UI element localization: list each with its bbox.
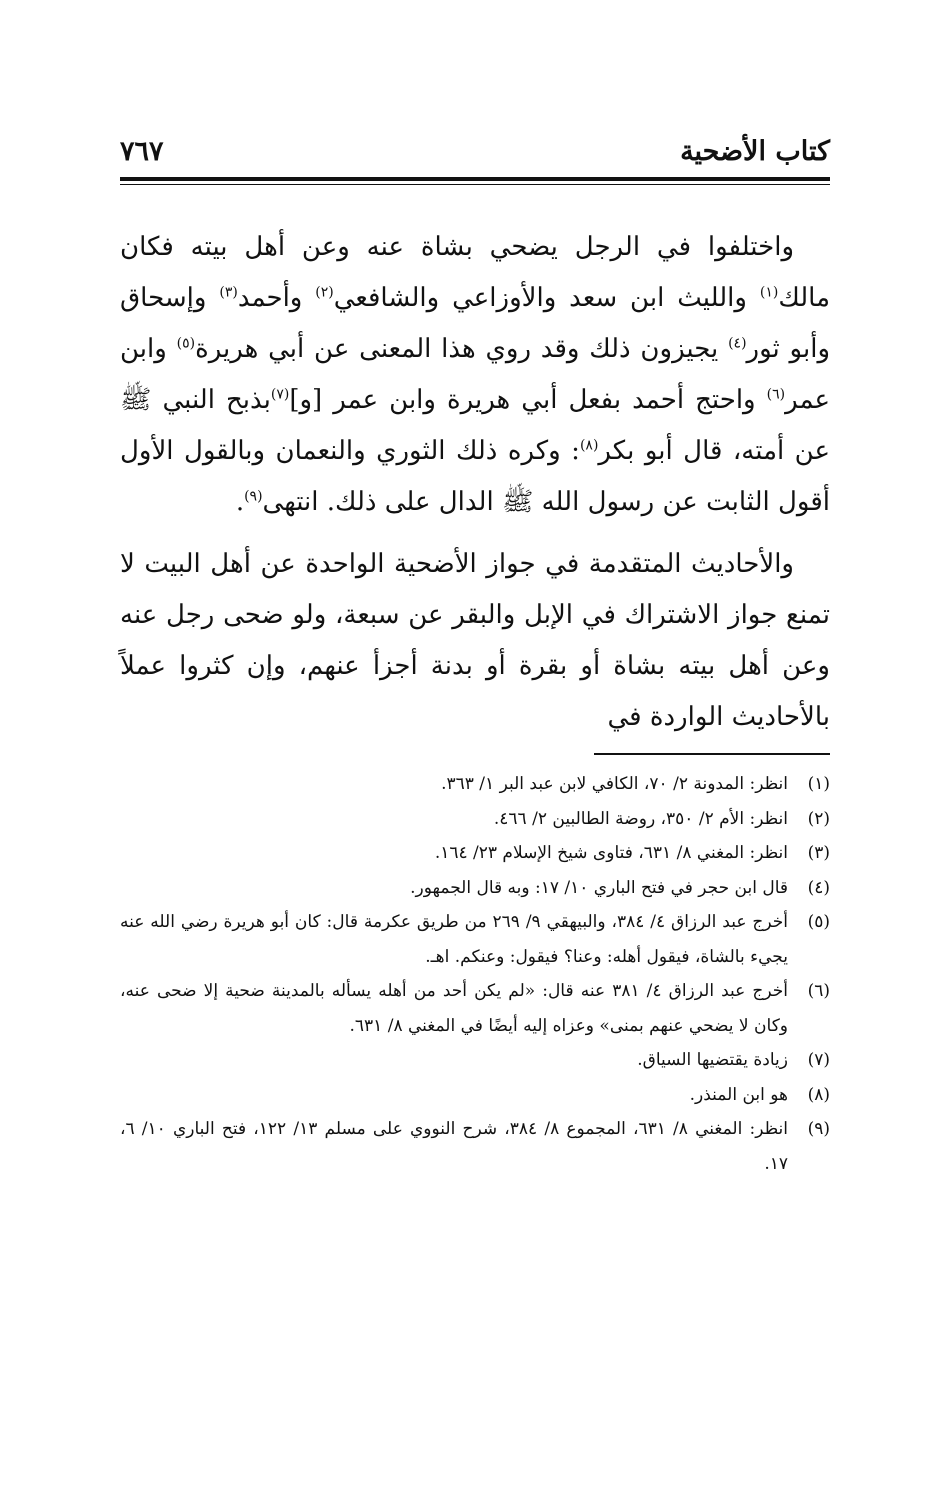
p1-text-4: وإسحاق وأبو ثور	[120, 283, 831, 364]
footnote-number: (١)	[807, 774, 830, 794]
footnote-text: قال ابن حجر في فتح الباري ١٠/ ١٧: وبه قال الجمهور.	[410, 877, 788, 898]
footnote-ref-4[interactable]: (٤)	[728, 335, 747, 352]
footnote-6	[120, 974, 830, 1043]
p1-text-2: والليث ابن سعد والأوزاعي والشافعي	[333, 283, 760, 313]
footnote-text: انظر: المدونة ٢/ ٧٠، الكافي لابن عبد البر ١/ ٣٦٣.	[441, 774, 788, 794]
paragraph-2: والأحاديث المتقدمة في جواز الأضحية الواحدة عن أهل البيت لا تمنع جواز الاشتراك في الإبل والبقر عن سبعة، ولو ضحى رجل عنه وعن أهل بيته بشاة أو بقرة أو بدنة أجزأ عنهم، وإن كثروا عملاً بالأحاديث الواردة في	[120, 549, 830, 732]
footnote-number: (٩)	[807, 1119, 831, 1139]
header-rule-thin	[120, 184, 830, 185]
p1-text-9: : وكره ذلك الثوري والنعمان وبالقول الأول أقول الثابت عن رسول الله ﷺ الدال على ذلك. انتهى	[120, 436, 830, 517]
footnote-7	[120, 1043, 830, 1078]
main-text	[120, 222, 830, 743]
footnote-number: (٦)	[807, 981, 830, 1001]
footnote-ref-6[interactable]: (٦)	[766, 386, 786, 403]
footnotes	[120, 767, 830, 1181]
p1-text-7: واحتج أحمد بفعل أبي هريرة وابن عمر [و]	[289, 385, 767, 415]
p1-text-5: يجيزون ذلك وقد روي هذا المعنى عن أبي هريرة	[195, 334, 729, 364]
p1-text-8: بذبح النبي ﷺ عن أمته، قال أبو بكر	[120, 385, 830, 466]
footnote-ref-7[interactable]: (٧)	[270, 386, 290, 403]
footnote-ref-3[interactable]: (٣)	[219, 284, 238, 301]
running-header	[120, 126, 830, 176]
footnote-number: (٥)	[807, 912, 830, 932]
footnote-number: (٣)	[807, 843, 830, 863]
footnote-number: (٧)	[807, 1050, 830, 1070]
footnote-text: زيادة يقتضيها السياق.	[637, 1050, 788, 1070]
footnote-ref-8[interactable]: (٨)	[579, 437, 599, 454]
footnote-text: أخرج عبد الرزاق ٤/ ٣٨٤، والبيهقي ٩/ ٢٦٩ من طريق عكرمة قال: كان أبو هريرة رضي الله عنه يجيء بالشاة، فيقول أهله: وعنا؟ فيقول: وعنكم. اهـ.	[120, 912, 788, 967]
footnote-2	[120, 802, 830, 837]
footnote-8	[120, 1078, 830, 1113]
footnote-1	[120, 767, 830, 802]
footnote-separator	[594, 753, 830, 755]
footnote-3	[120, 836, 830, 871]
p1-text-10: .	[235, 487, 245, 517]
footnote-text: هو ابن المنذر.	[689, 1084, 788, 1105]
footnote-9	[120, 1112, 830, 1181]
footnote-4	[120, 871, 830, 906]
p1-text-6: وابن عمر	[120, 334, 830, 415]
footnote-text: انظر: المغني ٨/ ٦٣١، المجموع ٨/ ٣٨٤، شرح النووي على مسلم ١٣/ ١٢٢، فتح الباري ١٠/ ٦، ١٧.	[120, 1119, 789, 1174]
footnote-text: أخرج عبد الرزاق ٤/ ٣٨١ عنه قال: «لم يكن أحد من أهله يسأله بالمدينة ضحية إلا ضحى عنه، وكان لا يضحي عنهم بمنى» وعزاه إليه أيضًا في المغني ٨/ ٦٣١.	[120, 981, 788, 1036]
footnote-ref-2[interactable]: (٢)	[315, 284, 334, 301]
footnote-5	[120, 905, 830, 974]
header-rule-thick	[120, 177, 830, 181]
chapter-title: كتاب الأضحية	[680, 136, 830, 167]
footnote-number: (٢)	[807, 808, 830, 829]
footnote-number: (٨)	[807, 1084, 830, 1105]
p1-text-3: وأحمد	[237, 283, 316, 313]
p1-text-1: واختلفوا في الرجل يضحي بشاة عنه وعن أهل بيته فكان مالك	[120, 232, 830, 313]
page-number: ٧٦٧	[120, 136, 164, 167]
footnote-number: (٤)	[807, 877, 830, 898]
footnote-text: انظر: الأم ٢/ ٣٥٠، روضة الطالبين ٢/ ٤٦٦.	[493, 808, 788, 829]
footnote-text: انظر: المغني ٨/ ٦٣١، فتاوى شيخ الإسلام ٢٣/ ١٦٤.	[434, 843, 788, 863]
footnote-ref-9[interactable]: (٩)	[244, 488, 263, 505]
footnote-ref-5[interactable]: (٥)	[176, 335, 196, 352]
footnote-ref-1[interactable]: (١)	[759, 284, 779, 301]
paragraph-1	[120, 222, 830, 528]
